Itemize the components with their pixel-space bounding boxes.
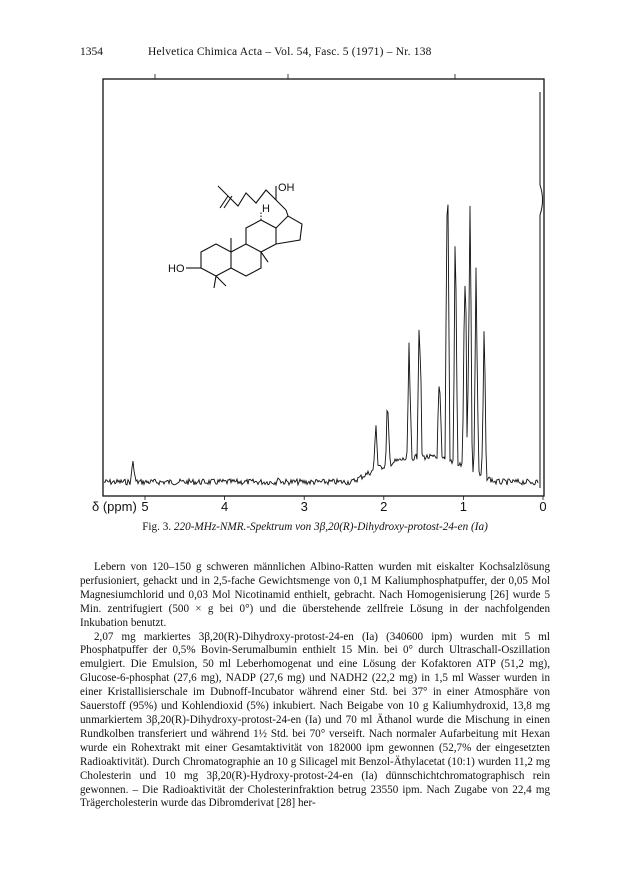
x-tick-label-2: 2 <box>380 499 388 514</box>
body-text <box>80 561 550 811</box>
axis-unit-label: δ (ppm) <box>92 499 137 514</box>
structure-oh-label: OH <box>278 182 295 194</box>
x-tick-label-1: 1 <box>459 499 468 514</box>
journal-title: Helvetica Chimica Acta – Vol. 54, Fasc. 5 (1971) – Nr. 138 <box>148 46 432 58</box>
x-axis-tick-labels <box>141 499 546 514</box>
chemical-structure <box>186 186 302 288</box>
structure-ho-label: HO <box>168 263 185 275</box>
integral-curve <box>540 92 543 488</box>
x-tick-label-5: 5 <box>141 499 149 514</box>
page-number: 1354 <box>80 46 103 58</box>
top-ticks <box>155 74 455 79</box>
paragraph-1: Lebern von 120–150 g schweren männlichen Albino-Ratten wurden mit eiskalter Kochsalzlösung perfusioniert, gehackt und in 2,5-fache Gewichtsmenge von 0,1 M Kaliumphosphatpuffer, der 0,05 Mol Magnesiumchlorid und 0,03 Mol Nicotinamid enthielt, gebracht. Nach Homogenisierung [26] wurde 5 Min. zentrifugiert (500 × g bei 0°) und die überstehende zellfreie Lösung in der nachfolgenden Inkubation benutzt. <box>80 561 550 629</box>
x-tick-label-3: 3 <box>300 499 308 514</box>
figure-caption <box>80 521 550 533</box>
spectrum-trace <box>104 205 538 485</box>
x-tick-label-4: 4 <box>220 499 229 514</box>
structure-h-label: H <box>262 203 270 215</box>
x-tick-label-0: 0 <box>539 499 547 514</box>
caption-text: 220-MHz-NMR.-Spektrum von 3β,20(R)-Dihydroxy-protost-24-en (Ia) <box>173 521 488 533</box>
caption-prefix: Fig. 3. <box>142 521 172 533</box>
paragraph-2: 2,07 mg markiertes 3β,20(R)-Dihydroxy-protost-24-en (Ia) (340600 ipm) wurden mit 5 ml Phosphatpuffer der 0,5% Bovin-Serumalbumin enthielt 15 Min. bei 0° durch Ultraschall-Oszillation emulgiert. Die Emulsion, 50 ml Leberhomogenat und eine Lösung der Kofaktoren ATP (51,2 mg), Glucose-6-phosphat (27,6 mg), NADP (27,6 mg) und NADH2 (22,2 mg) in 1,5 ml Wasser wurden in einer Kristallisierschale im Dubnoff-Incubator während einer Std. bei 37° in einer Atmosphäre von Sauerstoff (95%) und Kohlendioxid (5%) inkubiert. Nach Beigabe von 10 g Kaliumhydroxid, 13,8 mg unmarkiertem 3β,20(R)-Dihydroxy-protost-24-en (Ia) und 70 ml Äthanol wurde die Mischung in einen Rundkolben transferiert und während 1½ Std. bei 70° verseift. Nach normaler Aufarbeitung mit Hexan wurde ein Rohextrakt mit einer Gesamtaktivität von 182000 ipm gewonnen (52,7% der eingesetzten Radioaktivität). Durch Chromatographie an 10 g Silicagel mit Benzol-Äthylacetat (10:1) wurden 11,2 mg Cholesterin und 10 mg 3β,20(R)-Hydroxy-protost-24-en (Ia) dünnschichtchromatographisch rein gewonnen. – Die Radioaktivität der Cholesterinfraktion betrug 23550 ipm. Nach Zugabe von 22,4 mg Trägercholesterin wurde das Dibromderivat [28] her- <box>80 630 550 810</box>
